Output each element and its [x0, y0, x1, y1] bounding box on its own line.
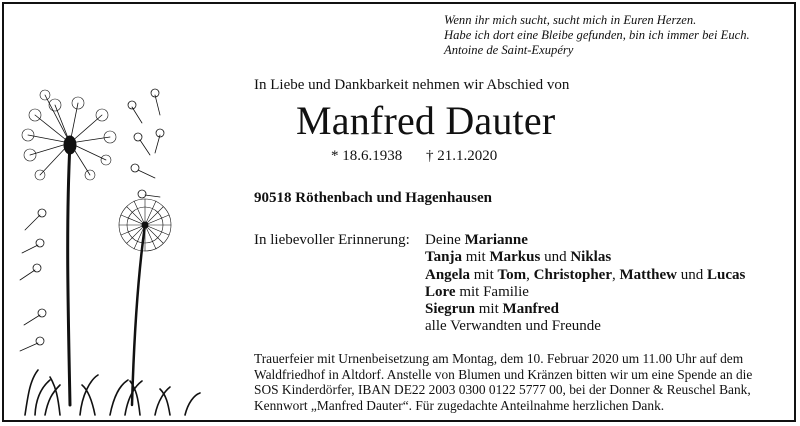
notice-line-4: Kennwort „Manfred Dauter“. Für zugedachte Anteilnahme herzlichen Dank. — [254, 398, 665, 414]
mourner-line: alle Verwandten und Freunde — [425, 318, 601, 335]
quote-author: Antoine de Saint-Exupéry — [444, 43, 574, 57]
mourner-line: Tanja mit Markus und Niklas — [425, 249, 612, 266]
mourner-line: Angela mit Tom, Christopher, Matthew und Lucas — [425, 266, 746, 283]
notice-line-2: Waldfriedhof in Altdorf. Anstelle von Blumen und Kränzen bitten wir um eine Spende an die — [254, 366, 753, 382]
memory-label: In liebevoller Erinnerung: — [254, 232, 410, 248]
mourners-list — [425, 232, 745, 336]
dandelion-illustration — [10, 75, 220, 420]
residence: 90518 Röthenbach und Hagenhausen — [254, 190, 492, 206]
quote-line-1: Wenn ihr mich sucht, sucht mich in Euren Herzen. — [444, 13, 697, 27]
farewell-intro: In Liebe und Dankbarkeit nehmen wir Abschied von — [254, 77, 570, 93]
mourner-line: Lore mit Familie — [425, 283, 529, 300]
mourner-line: Siegrun mit Manfred — [425, 301, 559, 318]
notice-line-3: SOS Kinderdörfer, IBAN DE22 2003 0300 0122 5777 00, bei der Donner & Reuschel Bank, — [254, 382, 751, 398]
notice-line-1: Trauerfeier mit Urnenbeisetzung am Montag, dem 10. Februar 2020 um 11.00 Uhr auf dem — [254, 351, 744, 366]
deceased-name: Manfred Dauter — [296, 98, 556, 143]
epigraph-quote — [444, 13, 750, 58]
ceremony-notice — [254, 351, 752, 414]
quote-line-2: Habe ich dort eine Bleibe gefunden, bin ich immer bei Euch. — [444, 28, 750, 42]
mourner-line: Deine Marianne — [425, 232, 528, 248]
birth-date: * 18.6.1938 — [331, 148, 403, 164]
death-date: † 21.1.2020 — [426, 148, 498, 164]
life-dates — [331, 148, 497, 165]
